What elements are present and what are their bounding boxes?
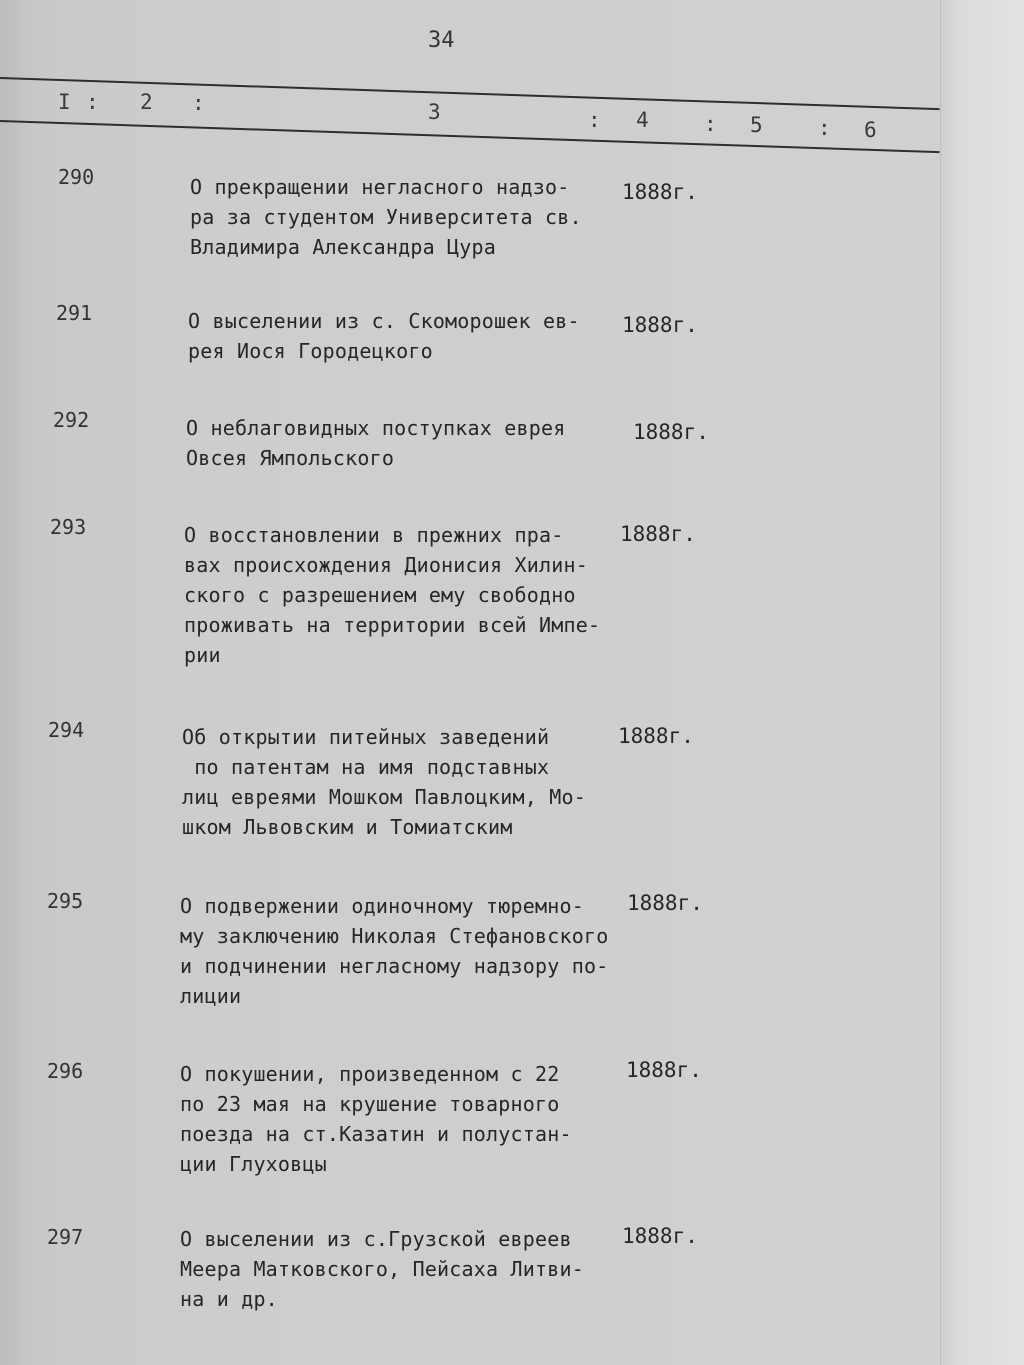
entry-line: О выселении из с. Скоморошек ев- — [188, 309, 580, 333]
entry-line: ского с разрешением ему свободно — [184, 583, 576, 607]
entry-year: 1888г. — [622, 180, 698, 204]
entry-line: ции Глуховцы — [180, 1152, 327, 1176]
entry-number: 294 — [48, 718, 85, 742]
entry-number: 290 — [58, 165, 95, 189]
entry-line: О прекращении негласного надзо- — [190, 175, 570, 199]
entry-line: поезда на ст.Казатин и полустан- — [180, 1122, 572, 1146]
entry-number: 297 — [47, 1225, 84, 1249]
entry-description — [188, 306, 580, 366]
entry-line: на и др. — [180, 1287, 278, 1311]
entry-line: по патентам на имя подставных — [182, 755, 550, 779]
column-header-4: 4 — [636, 108, 649, 132]
entry-line: О покушении, произведенном с 22 — [180, 1062, 560, 1086]
column-separator: : — [818, 116, 831, 140]
entry-description — [182, 722, 586, 842]
entry-line: рея Иося Городецкого — [188, 339, 433, 363]
entry-number: 293 — [50, 515, 87, 539]
entry-line: О подвержении одиночному тюремно- — [180, 894, 584, 918]
entry-number: 291 — [56, 301, 93, 325]
entry-line: шком Львовским и Томиатским — [182, 815, 513, 839]
entry-description — [180, 891, 608, 1011]
entry-line: О восстановлении в прежних пра- — [184, 523, 564, 547]
entry-line: рии — [184, 643, 221, 667]
column-separator: : — [86, 90, 99, 114]
entry-line: Овсея Ямпольского — [186, 446, 395, 470]
column-separator: : — [588, 108, 601, 132]
entry-line: Меера Матковского, Пейсаха Литви- — [180, 1257, 584, 1281]
entry-description — [184, 520, 600, 670]
entry-line: О неблаговидных поступках еврея — [186, 416, 566, 440]
entry-year: 1888г. — [627, 891, 703, 915]
entry-year: 1888г. — [620, 522, 696, 546]
entry-line: Об открытии питейных заведений — [182, 725, 550, 749]
entry-year: 1888г. — [618, 724, 694, 748]
column-header-6: 6 — [864, 118, 877, 142]
entry-line: ра за студентом Университета св. — [190, 205, 582, 229]
column-separator: : — [704, 112, 717, 136]
column-separator: : — [192, 91, 205, 115]
page-number: 34 — [428, 28, 455, 53]
entry-line: проживать на территории всей Импе- — [184, 613, 601, 637]
entry-description — [190, 172, 582, 262]
entry-year: 1888г. — [622, 313, 698, 337]
entry-line: лиции — [180, 984, 242, 1008]
entry-description — [180, 1059, 572, 1179]
entry-year: 1888г. — [622, 1224, 698, 1248]
entry-number: 295 — [47, 889, 84, 913]
entry-line: и подчинении негласному надзору по- — [180, 954, 609, 978]
entry-year: 1888г. — [626, 1058, 702, 1082]
entry-number: 296 — [47, 1059, 84, 1083]
entry-line: О выселении из с.Грузской евреев — [180, 1227, 572, 1251]
entry-line: лиц евреями Мошком Павлоцким, Мо- — [182, 785, 586, 809]
entry-number: 292 — [53, 408, 90, 432]
entry-line: му заключению Николая Стефановского — [180, 924, 609, 948]
column-header-1: I — [58, 90, 71, 114]
entry-year: 1888г. — [633, 420, 709, 444]
underlying-sheet-edge — [940, 0, 1024, 1365]
column-header-5: 5 — [750, 113, 763, 137]
column-header-2: 2 — [140, 90, 153, 114]
entry-line: по 23 мая на крушение товарного — [180, 1092, 560, 1116]
entry-description — [186, 413, 565, 473]
entry-line: вах происхождения Дионисия Хилин- — [184, 553, 588, 577]
entry-line: Владимира Александра Цура — [190, 235, 497, 259]
column-header-3: 3 — [428, 100, 441, 124]
entry-description — [180, 1224, 584, 1314]
